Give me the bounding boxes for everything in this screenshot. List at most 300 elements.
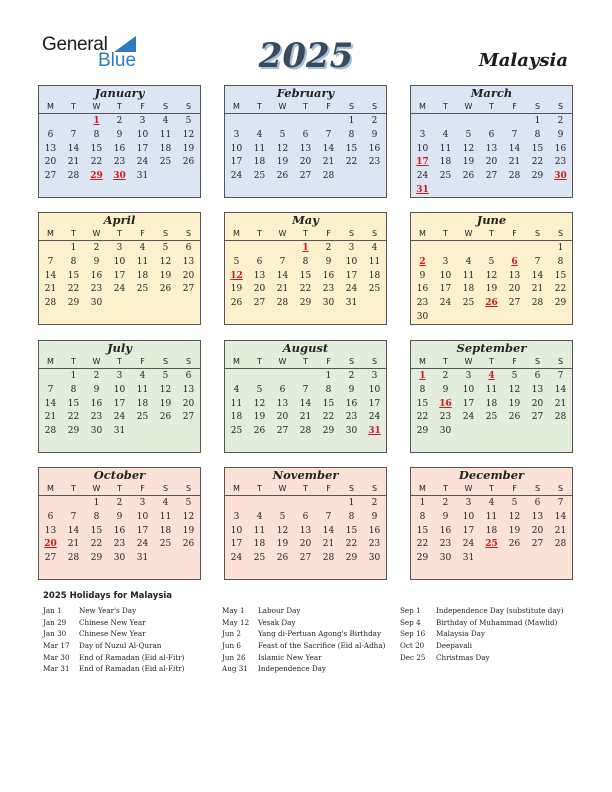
month-december — [410, 467, 573, 580]
weekday-label: F — [512, 102, 517, 111]
day-cell: 26 — [159, 284, 172, 295]
day-cell: 2 — [557, 116, 564, 126]
holiday-name: Labour Day — [258, 606, 301, 615]
holiday-date: Aug 31 — [222, 664, 248, 674]
day-cell: 18 — [159, 143, 172, 154]
day-grid — [39, 369, 200, 439]
day-cell: 7 — [70, 129, 77, 140]
day-cell: 1 — [70, 243, 77, 253]
day-cell: 10 — [462, 511, 475, 522]
day-cell: 10 — [462, 384, 475, 395]
weekday-label: W — [278, 484, 287, 493]
day-cell: 2 — [93, 371, 100, 381]
holiday-date: Mar 31 — [43, 664, 70, 674]
holiday-entry — [222, 605, 385, 617]
day-cell: 13 — [44, 525, 57, 536]
holiday-day-cell: 4 — [488, 371, 495, 381]
day-cell: 14 — [299, 398, 312, 409]
day-cell: 24 — [113, 412, 126, 423]
day-cell: 17 — [113, 270, 126, 281]
day-cell: 20 — [299, 157, 312, 168]
day-cell: 3 — [139, 498, 146, 508]
day-cell: 2 — [325, 243, 332, 253]
day-cell: 28 — [44, 426, 57, 437]
holiday-list-col-3 — [400, 605, 564, 663]
day-cell: 22 — [67, 284, 80, 295]
empty-cell — [457, 115, 480, 129]
month-title: November — [272, 468, 339, 482]
day-cell: 16 — [322, 270, 335, 281]
day-cell: 5 — [185, 116, 192, 126]
holiday-name: Islamic New Year — [258, 652, 322, 662]
holiday-day-cell: 6 — [511, 256, 518, 267]
weekday-label: T — [443, 357, 448, 366]
day-grid — [411, 369, 572, 439]
day-cell: 3 — [116, 243, 123, 253]
holiday-name: Independence Day (substitute day) — [436, 606, 564, 615]
day-cell: 7 — [302, 384, 309, 395]
holiday-entry — [222, 652, 385, 664]
day-cell: 9 — [116, 129, 123, 140]
day-cell: 2 — [371, 116, 378, 126]
day-cell: 2 — [371, 498, 378, 508]
day-cell: 16 — [554, 143, 567, 154]
weekday-label: M — [419, 229, 426, 238]
day-cell: 7 — [325, 129, 332, 140]
day-cell: 22 — [345, 157, 358, 168]
day-cell: 23 — [322, 284, 335, 295]
day-cell: 23 — [345, 412, 358, 423]
day-cell: 23 — [554, 157, 567, 168]
empty-cell — [271, 242, 294, 256]
day-cell: 15 — [554, 270, 567, 281]
holiday-entry — [400, 640, 564, 652]
weekday-header-row — [411, 355, 572, 369]
day-cell: 19 — [253, 412, 266, 423]
empty-cell — [39, 370, 62, 384]
day-cell: 1 — [325, 371, 332, 381]
day-cell: 19 — [462, 157, 475, 168]
day-cell: 16 — [416, 284, 429, 295]
day-cell: 25 — [159, 539, 172, 550]
empty-cell — [457, 242, 480, 256]
weekday-label: S — [371, 484, 378, 493]
day-cell: 12 — [276, 525, 289, 536]
day-cell: 11 — [253, 525, 266, 536]
holiday-entry — [222, 640, 385, 652]
weekday-label: F — [326, 484, 331, 493]
day-cell: 28 — [508, 171, 521, 182]
weekday-label: F — [326, 102, 331, 111]
day-cell: 27 — [485, 171, 498, 182]
day-cell: 20 — [508, 284, 521, 295]
day-cell: 21 — [554, 398, 567, 409]
day-cell: 9 — [557, 129, 564, 140]
weekday-label: S — [162, 357, 169, 366]
weekday-label: M — [419, 484, 426, 493]
day-cell: 15 — [345, 525, 358, 536]
empty-cell — [434, 242, 457, 256]
day-cell: 14 — [322, 143, 335, 154]
day-cell: 7 — [534, 256, 541, 267]
holiday-name: Feast of the Sacrifice (Eid al-Adha) — [258, 641, 386, 651]
month-august — [224, 340, 387, 453]
day-cell: 17 — [439, 284, 452, 295]
logo-word-blue: Blue — [98, 50, 137, 71]
weekday-label: F — [326, 357, 331, 366]
day-cell: 9 — [371, 511, 378, 522]
day-cell: 17 — [113, 398, 126, 409]
weekday-label: T — [443, 102, 448, 111]
day-cell: 7 — [47, 256, 54, 267]
month-title: December — [458, 468, 525, 482]
day-cell: 17 — [368, 398, 381, 409]
day-cell: 4 — [233, 384, 240, 395]
day-cell: 13 — [508, 270, 521, 281]
day-cell: 9 — [116, 511, 123, 522]
day-cell: 21 — [322, 539, 335, 550]
day-cell: 5 — [511, 498, 518, 508]
day-cell: 14 — [276, 270, 289, 281]
day-cell: 11 — [136, 256, 149, 267]
day-cell: 1 — [534, 116, 541, 126]
day-cell: 9 — [419, 270, 426, 281]
day-cell: 12 — [182, 129, 195, 140]
day-cell: 21 — [67, 539, 80, 550]
day-cell: 19 — [182, 525, 195, 536]
day-cell: 24 — [136, 157, 149, 168]
weekday-label: F — [140, 102, 145, 111]
day-cell: 19 — [485, 284, 498, 295]
month-title: March — [470, 86, 513, 100]
empty-cell — [503, 115, 526, 129]
day-cell: 12 — [182, 511, 195, 522]
holiday-day-cell: 31 — [416, 184, 429, 195]
empty-cell — [434, 115, 457, 129]
day-cell: 3 — [348, 243, 355, 253]
day-cell: 17 — [345, 270, 358, 281]
weekday-label: S — [348, 229, 355, 238]
day-cell: 27 — [276, 426, 289, 437]
day-cell: 13 — [531, 511, 544, 522]
day-cell: 8 — [348, 511, 355, 522]
day-cell: 6 — [302, 129, 309, 140]
weekday-label: T — [489, 357, 494, 366]
day-cell: 30 — [90, 426, 103, 437]
month-title: October — [93, 468, 146, 482]
empty-cell — [503, 242, 526, 256]
day-cell: 5 — [511, 371, 518, 381]
day-cell: 10 — [439, 270, 452, 281]
weekday-label: T — [71, 102, 76, 111]
day-cell: 2 — [116, 116, 123, 126]
day-cell: 1 — [557, 243, 564, 253]
holiday-name: Vesak Day — [258, 617, 296, 627]
month-june — [410, 212, 573, 325]
day-cell: 16 — [90, 398, 103, 409]
day-cell: 26 — [182, 157, 195, 168]
weekday-label: W — [464, 102, 473, 111]
day-cell: 9 — [442, 511, 449, 522]
weekday-label: S — [162, 484, 169, 493]
day-cell: 27 — [182, 284, 195, 295]
holiday-day-cell: 1 — [302, 243, 309, 253]
day-cell: 13 — [253, 270, 266, 281]
weekday-label: S — [371, 357, 378, 366]
day-cell: 17 — [230, 539, 243, 550]
day-cell: 4 — [465, 256, 472, 267]
day-cell: 31 — [345, 298, 358, 309]
holiday-entry — [43, 605, 184, 617]
day-cell: 19 — [508, 398, 521, 409]
day-cell: 13 — [44, 143, 57, 154]
day-cell: 29 — [90, 553, 103, 564]
weekday-label: W — [278, 357, 287, 366]
day-cell: 23 — [368, 157, 381, 168]
day-cell: 15 — [299, 270, 312, 281]
weekday-label: F — [512, 484, 517, 493]
holiday-day-cell: 1 — [93, 116, 100, 126]
weekday-label: T — [117, 229, 122, 238]
day-cell: 7 — [70, 511, 77, 522]
holiday-name: End of Ramadan (Eid al-Fitr) — [79, 664, 185, 674]
holiday-name: New Year's Day — [79, 606, 137, 615]
holiday-date: May 12 — [222, 617, 250, 627]
day-cell: 29 — [416, 553, 429, 564]
holiday-day-cell: 2 — [419, 256, 426, 267]
day-cell: 18 — [136, 398, 149, 409]
day-cell: 29 — [299, 298, 312, 309]
day-cell: 1 — [70, 371, 77, 381]
day-cell: 30 — [439, 553, 452, 564]
day-cell: 30 — [345, 426, 358, 437]
day-cell: 31 — [136, 171, 149, 182]
day-cell: 5 — [488, 256, 495, 267]
day-cell: 26 — [508, 412, 521, 423]
weekday-header-row — [225, 482, 386, 496]
day-cell: 26 — [276, 553, 289, 564]
day-cell: 4 — [162, 498, 169, 508]
empty-cell — [480, 242, 503, 256]
holiday-name: Yang di-Pertuan Agong's Birthday — [258, 629, 382, 639]
weekday-label: F — [140, 357, 145, 366]
day-cell: 9 — [442, 384, 449, 395]
holiday-name: Day of Nuzul Al-Quran — [79, 641, 162, 651]
day-cell: 21 — [508, 157, 521, 168]
day-cell: 15 — [67, 270, 80, 281]
weekday-label: T — [303, 484, 308, 493]
day-cell: 23 — [113, 539, 126, 550]
weekday-header-row — [39, 355, 200, 369]
day-cell: 18 — [136, 270, 149, 281]
day-cell: 3 — [465, 371, 472, 381]
day-cell: 20 — [182, 398, 195, 409]
weekday-label: M — [47, 357, 54, 366]
day-cell: 19 — [159, 270, 172, 281]
day-cell: 5 — [185, 498, 192, 508]
day-cell: 13 — [299, 143, 312, 154]
day-cell: 4 — [256, 129, 263, 140]
day-cell: 11 — [485, 511, 498, 522]
day-cell: 11 — [368, 256, 381, 267]
day-cell: 24 — [230, 553, 243, 564]
day-cell: 28 — [322, 553, 335, 564]
day-cell: 16 — [439, 525, 452, 536]
holiday-day-cell: 26 — [485, 298, 498, 309]
day-cell: 22 — [67, 412, 80, 423]
day-cell: 8 — [348, 129, 355, 140]
day-cell: 11 — [136, 384, 149, 395]
day-cell: 7 — [557, 371, 564, 381]
empty-cell — [480, 115, 503, 129]
day-cell: 22 — [322, 412, 335, 423]
weekday-label: F — [512, 229, 517, 238]
day-cell: 7 — [279, 256, 286, 267]
weekday-label: T — [117, 484, 122, 493]
empty-cell — [62, 115, 85, 129]
empty-cell — [271, 370, 294, 384]
day-cell: 15 — [90, 525, 103, 536]
day-cell: 11 — [439, 143, 452, 154]
day-cell: 24 — [368, 412, 381, 423]
day-cell: 25 — [462, 298, 475, 309]
month-january — [38, 85, 201, 198]
day-cell: 22 — [345, 539, 358, 550]
day-cell: 16 — [90, 270, 103, 281]
day-cell: 9 — [93, 384, 100, 395]
day-cell: 4 — [139, 243, 146, 253]
day-cell: 12 — [159, 256, 172, 267]
day-cell: 17 — [230, 157, 243, 168]
day-cell: 19 — [276, 539, 289, 550]
day-cell: 20 — [182, 270, 195, 281]
day-cell: 10 — [416, 143, 429, 154]
day-cell: 25 — [368, 284, 381, 295]
day-cell: 27 — [44, 553, 57, 564]
day-cell: 8 — [70, 256, 77, 267]
day-cell: 5 — [256, 384, 263, 395]
day-cell: 13 — [485, 143, 498, 154]
day-cell: 22 — [416, 412, 429, 423]
day-cell: 13 — [182, 384, 195, 395]
day-cell: 15 — [416, 398, 429, 409]
day-cell: 29 — [531, 171, 544, 182]
empty-cell — [225, 370, 248, 384]
holiday-date: Jan 30 — [43, 629, 67, 639]
holiday-list-col-1 — [43, 605, 184, 675]
month-october — [38, 467, 201, 580]
day-cell: 8 — [93, 129, 100, 140]
day-cell: 17 — [462, 525, 475, 536]
day-cell: 15 — [90, 143, 103, 154]
holiday-entry — [400, 652, 564, 664]
day-cell: 4 — [442, 129, 449, 140]
day-cell: 16 — [368, 525, 381, 536]
day-cell: 24 — [136, 539, 149, 550]
weekday-label: T — [443, 229, 448, 238]
day-cell: 23 — [90, 412, 103, 423]
weekday-label: W — [278, 229, 287, 238]
day-cell: 6 — [279, 384, 286, 395]
weekday-header-row — [39, 100, 200, 114]
day-cell: 18 — [253, 539, 266, 550]
day-cell: 10 — [368, 384, 381, 395]
day-cell: 12 — [159, 384, 172, 395]
day-cell: 28 — [554, 539, 567, 550]
day-grid — [225, 496, 386, 566]
day-cell: 3 — [233, 129, 240, 140]
weekday-label: F — [326, 229, 331, 238]
month-july — [38, 340, 201, 453]
day-grid — [225, 114, 386, 184]
holiday-entry — [222, 617, 385, 629]
empty-cell — [271, 497, 294, 511]
holiday-date: Oct 20 — [400, 641, 425, 651]
day-cell: 26 — [276, 171, 289, 182]
day-cell: 6 — [47, 511, 54, 522]
empty-cell — [317, 115, 340, 129]
empty-cell — [62, 497, 85, 511]
day-cell: 24 — [345, 284, 358, 295]
day-cell: 3 — [116, 371, 123, 381]
day-cell: 13 — [299, 525, 312, 536]
day-cell: 21 — [44, 412, 57, 423]
weekday-label: T — [303, 102, 308, 111]
month-title: July — [107, 341, 132, 355]
holiday-name: Christmas Day — [436, 652, 490, 662]
day-cell: 28 — [299, 426, 312, 437]
holiday-day-cell: 25 — [485, 539, 498, 550]
day-cell: 10 — [113, 384, 126, 395]
day-cell: 28 — [322, 171, 335, 182]
month-title: January — [94, 86, 145, 100]
day-cell: 19 — [230, 284, 243, 295]
day-cell: 21 — [554, 525, 567, 536]
day-cell: 24 — [113, 284, 126, 295]
day-cell: 23 — [368, 539, 381, 550]
day-cell: 20 — [276, 412, 289, 423]
day-cell: 1 — [348, 116, 355, 126]
holiday-entry — [222, 663, 385, 675]
day-cell: 14 — [554, 511, 567, 522]
holiday-entry — [43, 640, 184, 652]
holiday-date: Jan 1 — [43, 606, 62, 615]
month-title: May — [292, 213, 319, 227]
day-cell: 10 — [136, 511, 149, 522]
day-cell: 22 — [90, 157, 103, 168]
weekday-header-row — [39, 482, 200, 496]
weekday-label: S — [557, 484, 564, 493]
holidays-heading: 2025 Holidays for Malaysia — [43, 591, 173, 601]
holiday-date: Jun 2 — [222, 629, 241, 639]
weekday-label: W — [464, 229, 473, 238]
day-cell: 28 — [67, 171, 80, 182]
day-cell: 21 — [44, 284, 57, 295]
weekday-label: S — [348, 102, 355, 111]
holiday-entry — [43, 617, 184, 629]
day-cell: 25 — [439, 171, 452, 182]
weekday-header-row — [411, 482, 572, 496]
day-cell: 8 — [302, 256, 309, 267]
day-cell: 20 — [253, 284, 266, 295]
day-cell: 31 — [462, 553, 475, 564]
empty-cell — [248, 370, 271, 384]
weekday-label: W — [464, 484, 473, 493]
empty-cell — [317, 497, 340, 511]
day-cell: 5 — [162, 371, 169, 381]
day-cell: 16 — [113, 525, 126, 536]
day-cell: 16 — [113, 143, 126, 154]
